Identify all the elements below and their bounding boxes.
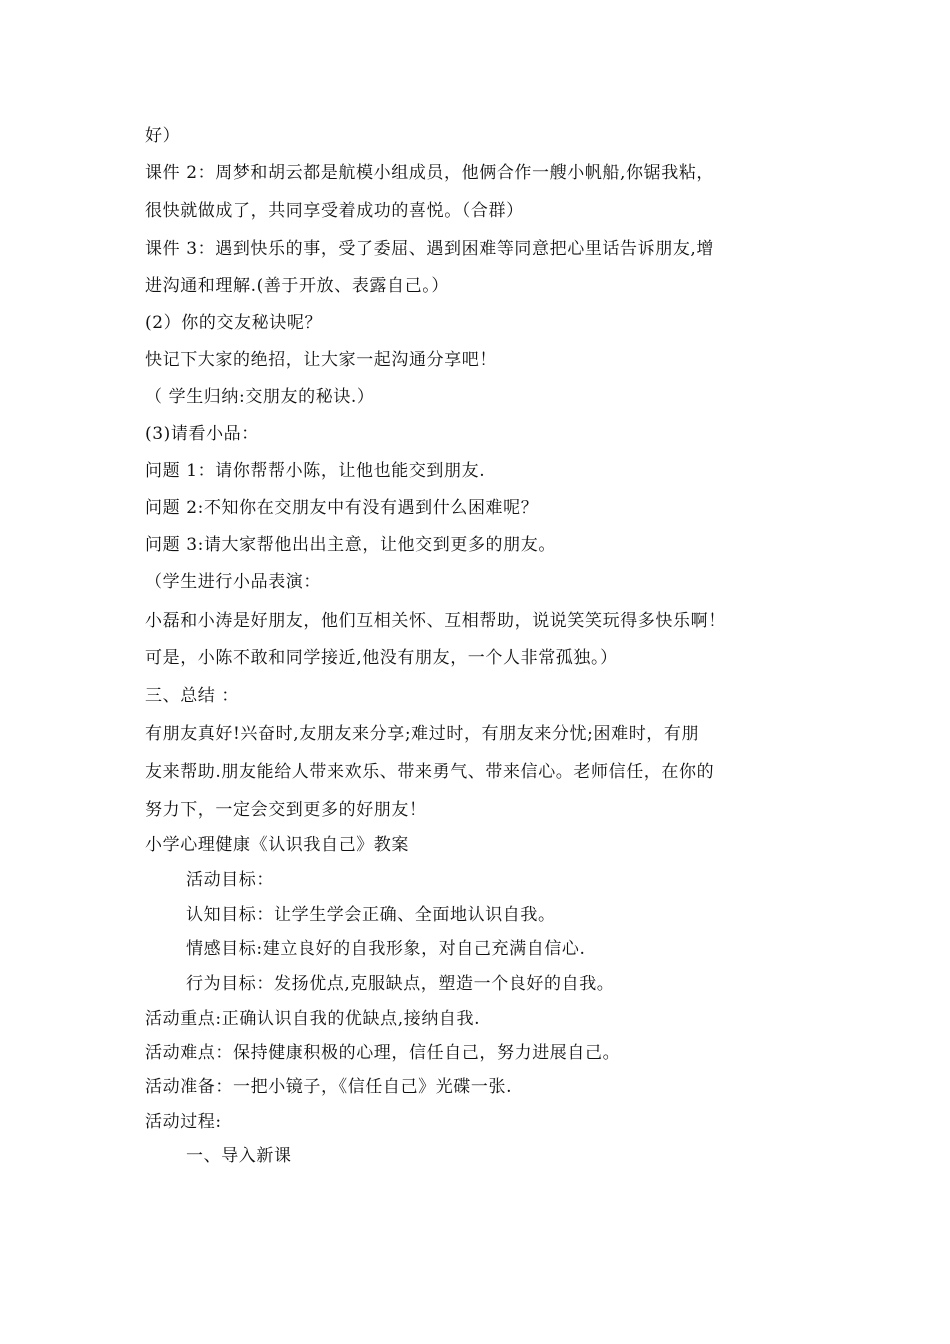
- text-line: 课件 2：周梦和胡云都是航模小组成员，他俩合作一艘小帆船,你锯我粘，: [145, 163, 715, 183]
- text-line: （学生进行小品表演：: [145, 572, 321, 592]
- text-line: 友来帮助.朋友能给人带来欢乐、带来勇气、带来信心。老师信任，在你的: [145, 762, 715, 782]
- text-line: 活动难点：保持健康积极的心理，信任自己，努力进展自己。: [145, 1043, 621, 1063]
- text-line: 快记下大家的绝招，让大家一起沟通分享吧！: [145, 350, 497, 370]
- text-line: 活动准备：一把小镜子，《信任自己》光碟一张.: [145, 1077, 513, 1097]
- text-line: 可是，小陈不敢和同学接近,他没有朋友，一个人非常孤独。）: [145, 648, 618, 668]
- text-line: 进沟通和理解.(善于开放、表露自己。）: [145, 276, 449, 296]
- text-line: (3)请看小品：: [145, 424, 259, 444]
- text-line: 问题 2:不知你在交朋友中有没有遇到什么困难呢？: [145, 498, 539, 518]
- text-line: 行为目标：发扬优点,克服缺点，塑造一个良好的自我。: [186, 974, 615, 994]
- section-heading: 三、总结 ：: [145, 686, 240, 706]
- text-line: 情感目标:建立良好的自我形象，对自己充满自信心.: [186, 939, 586, 959]
- text-line: 努力下，一定会交到更多的好朋友！: [145, 800, 427, 820]
- text-line: 活动过程:: [145, 1112, 222, 1132]
- text-line: 认知目标：让学生学会正确、全面地认识自我。: [186, 905, 556, 925]
- text-line: 很快就做成了，共同享受着成功的喜悦。（合群）: [145, 201, 524, 221]
- text-line: 问题 1：请你帮帮小陈，让他也能交到朋友.: [145, 461, 486, 481]
- text-line: 问题 3:请大家帮他出出主意，让他交到更多的朋友。: [145, 535, 556, 555]
- text-line: 好）: [145, 126, 181, 146]
- text-line: 活动重点:正确认识自我的优缺点,接纳自我.: [145, 1009, 481, 1029]
- text-line: (2）你的交友秘诀呢？: [145, 313, 323, 333]
- text-line: 小磊和小涛是好朋友，他们互相关怀、互相帮助，说说笑笑玩得多快乐啊！: [145, 611, 726, 631]
- text-line: 课件 3：遇到快乐的事，受了委屈、遇到困难等同意把心里话告诉朋友,增: [145, 239, 715, 259]
- section-heading: 一、导入新课: [186, 1146, 292, 1166]
- text-line: 活动目标：: [186, 870, 274, 890]
- text-line: （ 学生归纳:交朋友的秘诀.）: [145, 387, 375, 407]
- text-line: 有朋友真好!兴奋时,友朋友来分享;难过时，有朋友来分忧;困难时，有朋: [145, 724, 700, 744]
- document-title: 小学心理健康《认识我自己》教案: [145, 835, 409, 855]
